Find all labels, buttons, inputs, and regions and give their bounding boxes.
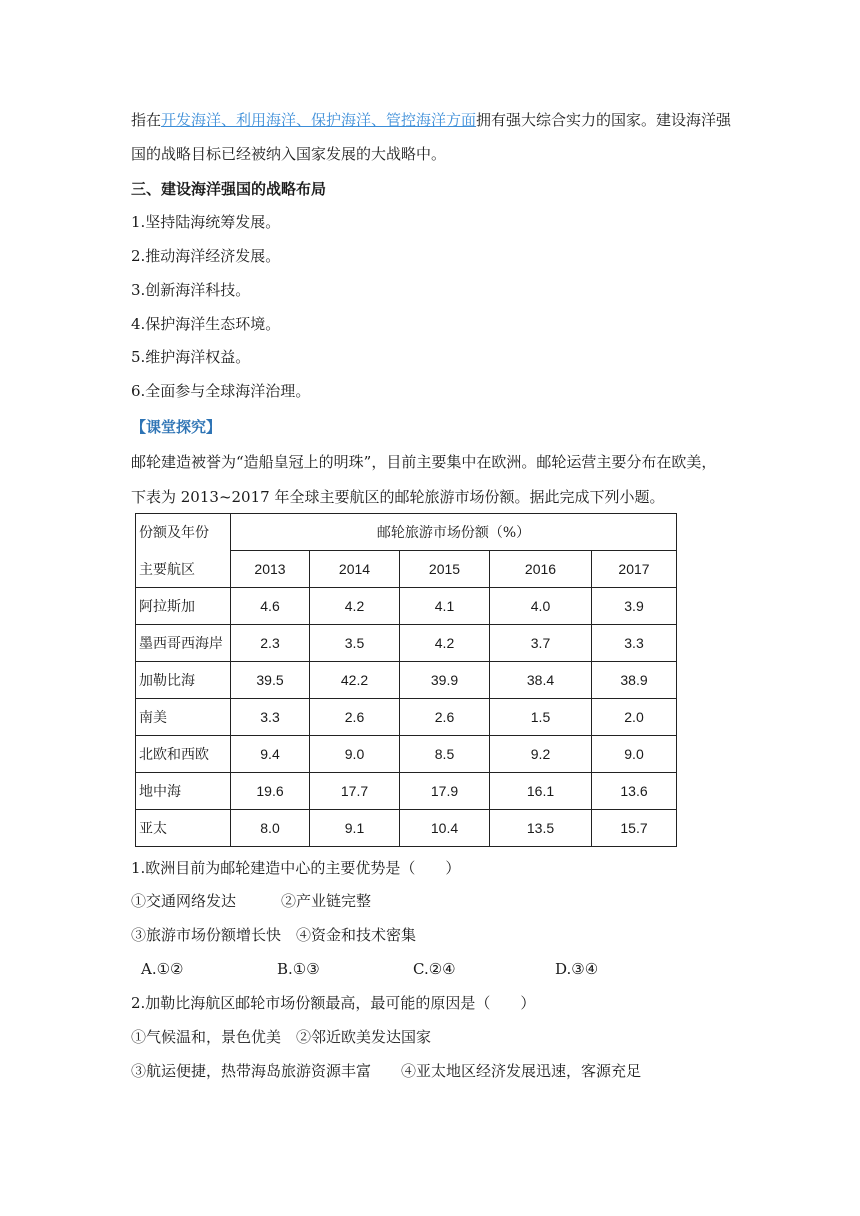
region-cell: 阿拉斯加 xyxy=(136,588,231,625)
table-row xyxy=(136,773,677,810)
value-cell: 17.9 xyxy=(400,773,490,810)
value-cell: 4.1 xyxy=(400,588,490,625)
region-cell: 加勒比海 xyxy=(136,662,231,699)
value-cell: 2.6 xyxy=(310,699,400,736)
value-cell: 9.1 xyxy=(310,810,400,847)
value-cell: 15.7 xyxy=(592,810,677,847)
question-2-statements-a: ①气候温和，景色优美 ②邻近欧美发达国家 xyxy=(131,1028,432,1046)
year-header: 2013 xyxy=(231,551,310,588)
value-cell: 9.0 xyxy=(592,736,677,773)
year-header: 2014 xyxy=(310,551,400,588)
table-header-row xyxy=(136,514,677,551)
value-cell: 42.2 xyxy=(310,662,400,699)
value-cell: 4.6 xyxy=(231,588,310,625)
strategy-item: 6.全面参与全球海洋治理。 xyxy=(131,382,311,400)
strategy-item: 1.坚持陆海统筹发展。 xyxy=(131,213,281,231)
value-cell: 39.9 xyxy=(400,662,490,699)
section-heading: 三、建设海洋强国的战略布局 xyxy=(131,180,327,198)
value-cell: 8.5 xyxy=(400,736,490,773)
value-cell: 39.5 xyxy=(231,662,310,699)
value-cell: 3.3 xyxy=(592,625,677,662)
value-cell: 3.9 xyxy=(592,588,677,625)
table-row xyxy=(136,588,677,625)
market-share-table xyxy=(135,513,677,847)
value-cell: 2.3 xyxy=(231,625,310,662)
value-cell: 13.5 xyxy=(490,810,592,847)
question-1-statements-b: ③旅游市场份额增长快 ④资金和技术密集 xyxy=(131,926,417,944)
table-row xyxy=(136,699,677,736)
year-header: 2016 xyxy=(490,551,592,588)
year-header: 2015 xyxy=(400,551,490,588)
question-1-stem: 1.欧洲目前为邮轮建造中心的主要优势是（ ） xyxy=(131,859,461,877)
intro-suffix: 拥有强大综合实力的国家。建设海洋强 xyxy=(476,111,732,129)
table-row xyxy=(136,810,677,847)
strategy-item: 4.保护海洋生态环境。 xyxy=(131,315,281,333)
region-cell: 北欧和西欧 xyxy=(136,736,231,773)
intro-prefix: 指在 xyxy=(131,111,162,129)
value-cell: 16.1 xyxy=(490,773,592,810)
strategy-item: 5.维护海洋权益。 xyxy=(131,348,251,366)
value-cell: 3.5 xyxy=(310,625,400,662)
table-row xyxy=(136,662,677,699)
explore-paragraph-1: 邮轮建造被誉为“造船皇冠上的明珠”，目前主要集中在欧洲。邮轮运营主要分布在欧美， xyxy=(131,453,717,471)
value-cell: 38.4 xyxy=(490,662,592,699)
corner-header-bottom: 主要航区 xyxy=(139,561,195,577)
region-cell: 南美 xyxy=(136,699,231,736)
value-cell: 4.2 xyxy=(310,588,400,625)
explore-heading: 【课堂探究】 xyxy=(131,418,222,436)
corner-header-cell xyxy=(136,514,231,588)
table-row xyxy=(136,625,677,662)
value-cell: 2.6 xyxy=(400,699,490,736)
region-cell: 地中海 xyxy=(136,773,231,810)
question-2-statements-b: ③航运便捷，热带海岛旅游资源丰富 ④亚太地区经济发展迅速，客源充足 xyxy=(131,1062,642,1080)
question-1-option-d[interactable]: D.③④ xyxy=(555,960,599,978)
value-cell: 17.7 xyxy=(310,773,400,810)
value-cell: 3.7 xyxy=(490,625,592,662)
question-2-stem: 2.加勒比海航区邮轮市场份额最高，最可能的原因是（ ） xyxy=(131,994,536,1012)
explore-paragraph-2: 下表为 2013~2017 年全球主要航区的邮轮旅游市场份额。据此完成下列小题。 xyxy=(131,488,665,506)
value-cell: 2.0 xyxy=(592,699,677,736)
value-cell: 9.0 xyxy=(310,736,400,773)
question-1-option-a[interactable]: A.①② xyxy=(141,960,184,978)
corner-header-top: 份额及年份 xyxy=(139,524,209,540)
strategy-item: 3.创新海洋科技。 xyxy=(131,281,251,299)
intro-line-2: 国的战略目标已经被纳入国家发展的大战略中。 xyxy=(131,145,447,163)
intro-line-1 xyxy=(131,110,731,130)
intro-link[interactable]: 开发海洋、利用海洋、保护海洋、管控海洋方面 xyxy=(161,111,477,129)
year-header: 2017 xyxy=(592,551,677,588)
value-cell: 10.4 xyxy=(400,810,490,847)
value-cell: 9.4 xyxy=(231,736,310,773)
value-cell: 38.9 xyxy=(592,662,677,699)
value-cell: 19.6 xyxy=(231,773,310,810)
table-row xyxy=(136,736,677,773)
value-cell: 8.0 xyxy=(231,810,310,847)
region-cell: 墨西哥西海岸 xyxy=(136,625,231,662)
value-cell: 3.3 xyxy=(231,699,310,736)
group-header: 邮轮旅游市场份额（%） xyxy=(231,514,677,551)
value-cell: 13.6 xyxy=(592,773,677,810)
question-1-option-b[interactable]: B.①③ xyxy=(277,960,320,978)
strategy-item: 2.推动海洋经济发展。 xyxy=(131,247,281,265)
value-cell: 4.0 xyxy=(490,588,592,625)
question-1-option-c[interactable]: C.②④ xyxy=(413,960,456,978)
value-cell: 4.2 xyxy=(400,625,490,662)
value-cell: 1.5 xyxy=(490,699,592,736)
question-1-statements-a: ①交通网络发达 ②产业链完整 xyxy=(131,892,372,910)
region-cell: 亚太 xyxy=(136,810,231,847)
value-cell: 9.2 xyxy=(490,736,592,773)
